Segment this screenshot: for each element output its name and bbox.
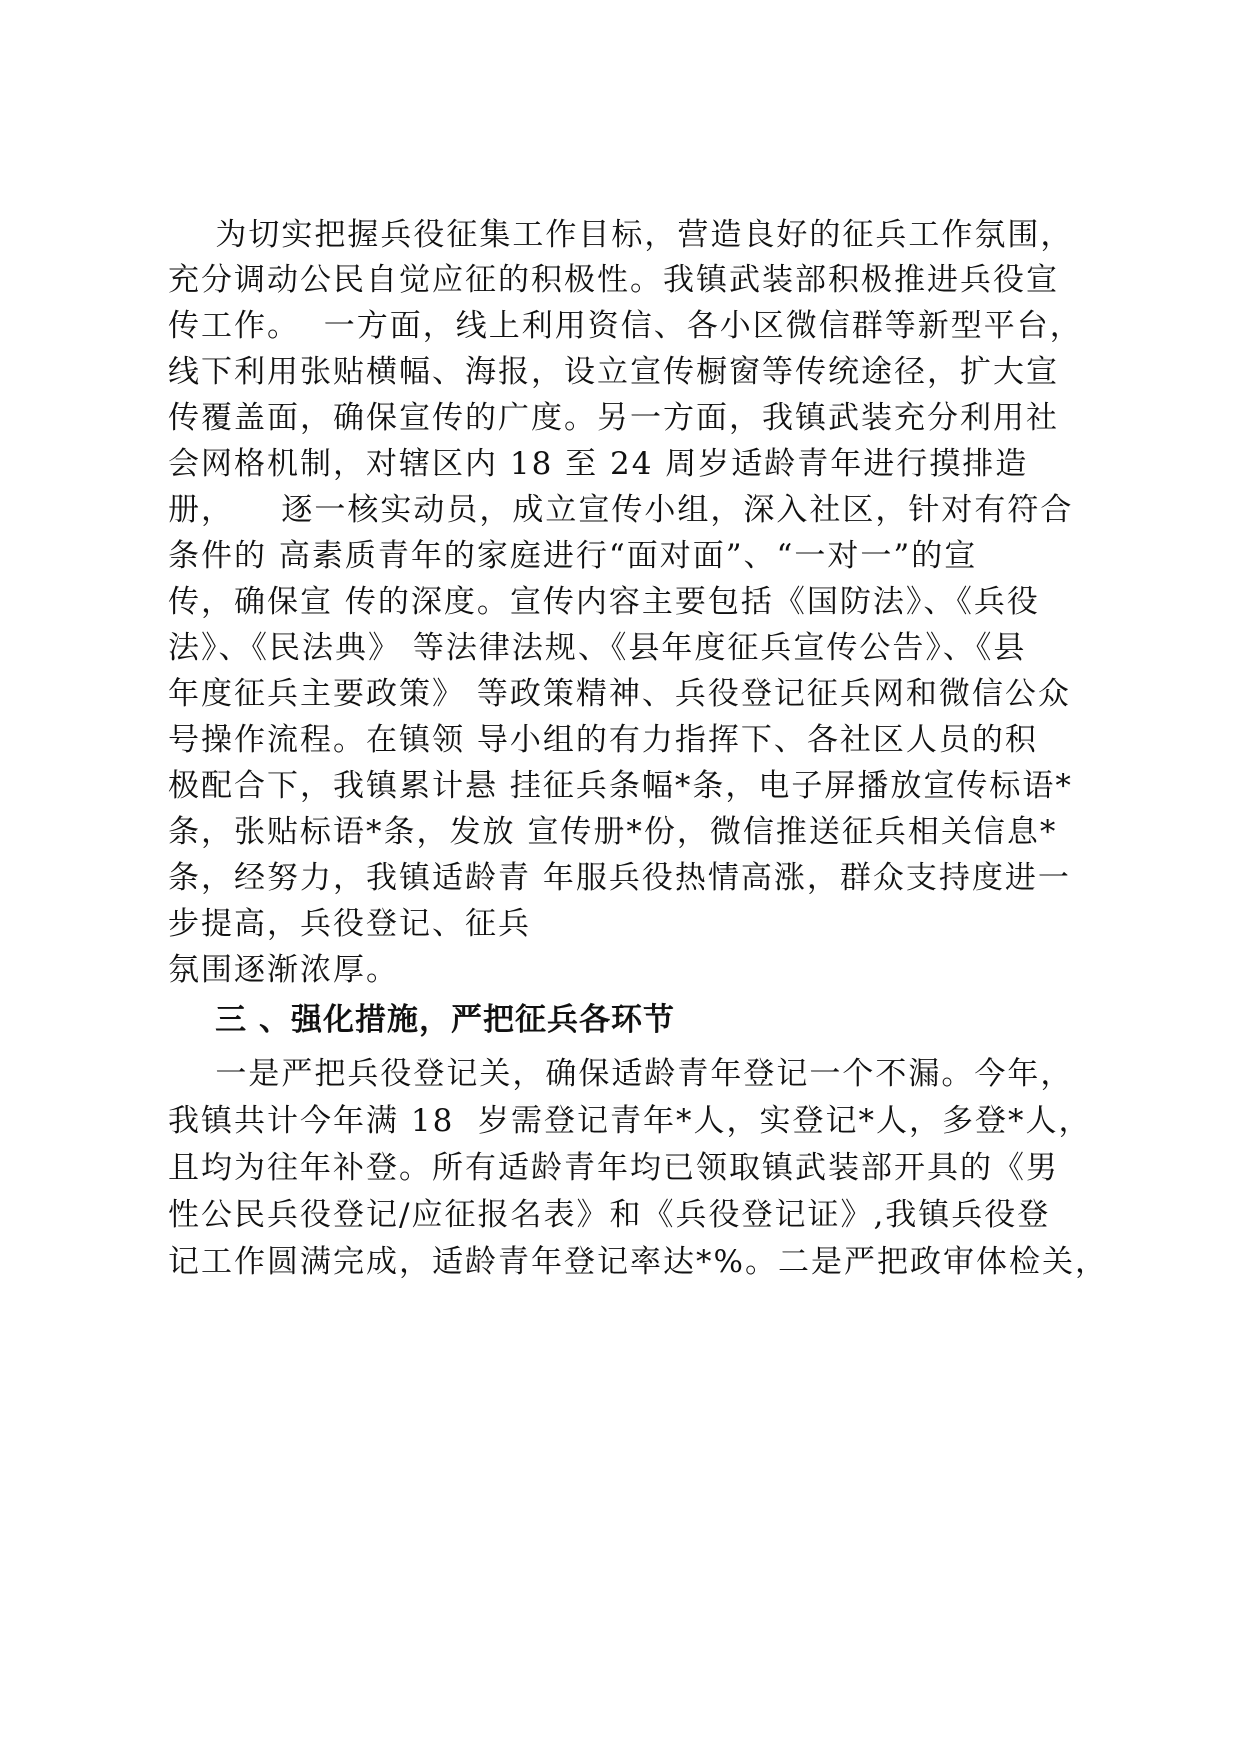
paragraph-line: 性公民兵役登记/应征报名表》和《兵役登记证》,我镇兵役登: [168, 1197, 1051, 1233]
paragraph-line: 号操作流程。在镇领 导小组的有力指挥下、各社区人员的积: [168, 722, 1038, 758]
paragraph-line: 条，经努力，我镇适龄青 年服兵役热情高涨，群众支持度进一: [168, 860, 1071, 896]
paragraph-line: 且均为往年补登。所有适龄青年均已领取镇武装部开具的《男: [168, 1150, 1059, 1186]
paragraph-line: 充分调动公民自觉应征的积极性。我镇武装部积极推进兵役宣: [168, 262, 1059, 298]
paragraph-line: 为切实把握兵役征集工作目标，营造良好的征兵工作氛围，: [168, 217, 1074, 253]
paragraph-line: 记工作圆满完成，适龄青年登记率达*%。二是严把政审体检关，: [168, 1244, 1108, 1280]
paragraph-line: 法》、《民法典》 等法律法规、《县年度征兵宣传公告》、《县: [168, 630, 1027, 666]
paragraph-line: 会网格机制，对辖区内 18 至 24 周岁适龄青年进行摸排造: [168, 446, 1029, 482]
paragraph-line: 我镇共计今年满 18 岁需登记青年*人，实登记*人，多登*人，: [168, 1103, 1092, 1139]
paragraph-line: 一是严把兵役登记关，确保适龄青年登记一个不漏。今年，: [168, 1056, 1074, 1092]
paragraph-line: 传工作。 一方面，线上利用资信、各小区微信群等新型平台，: [168, 308, 1083, 344]
paragraph-line: 册， 逐一核实动员，成立宣传小组，深入社区，针对有符合: [168, 492, 1074, 528]
paragraph-line: 传覆盖面，确保宣传的广度。另一方面，我镇武装充分利用社: [168, 400, 1059, 436]
paragraph-line: 极配合下，我镇累计悬 挂征兵条幅*条，电子屏播放宣传标语*: [168, 768, 1073, 804]
paragraph-line: 传，确保宣 传的深度。宣传内容主要包括《国防法》、《兵役: [168, 584, 1040, 620]
paragraph-line: 年度征兵主要政策》 等政策精神、兵役登记征兵网和微信公众: [168, 676, 1071, 712]
section-heading: 三 、强化措施，严把征兵各环节: [168, 1002, 675, 1038]
paragraph-line: 步提高，兵役登记、征兵: [168, 906, 531, 942]
paragraph-line: 氛围逐渐浓厚。: [168, 952, 399, 988]
paragraph-line: 线下利用张贴横幅、海报，设立宣传橱窗等传统途径，扩大宣: [168, 354, 1059, 390]
paragraph-line: 条件的 高素质青年的家庭进行“面对面”、“一对一”的宣: [168, 538, 978, 574]
paragraph-line: 条，张贴标语*条，发放 宣传册*份，微信推送征兵相关信息*: [168, 814, 1058, 850]
